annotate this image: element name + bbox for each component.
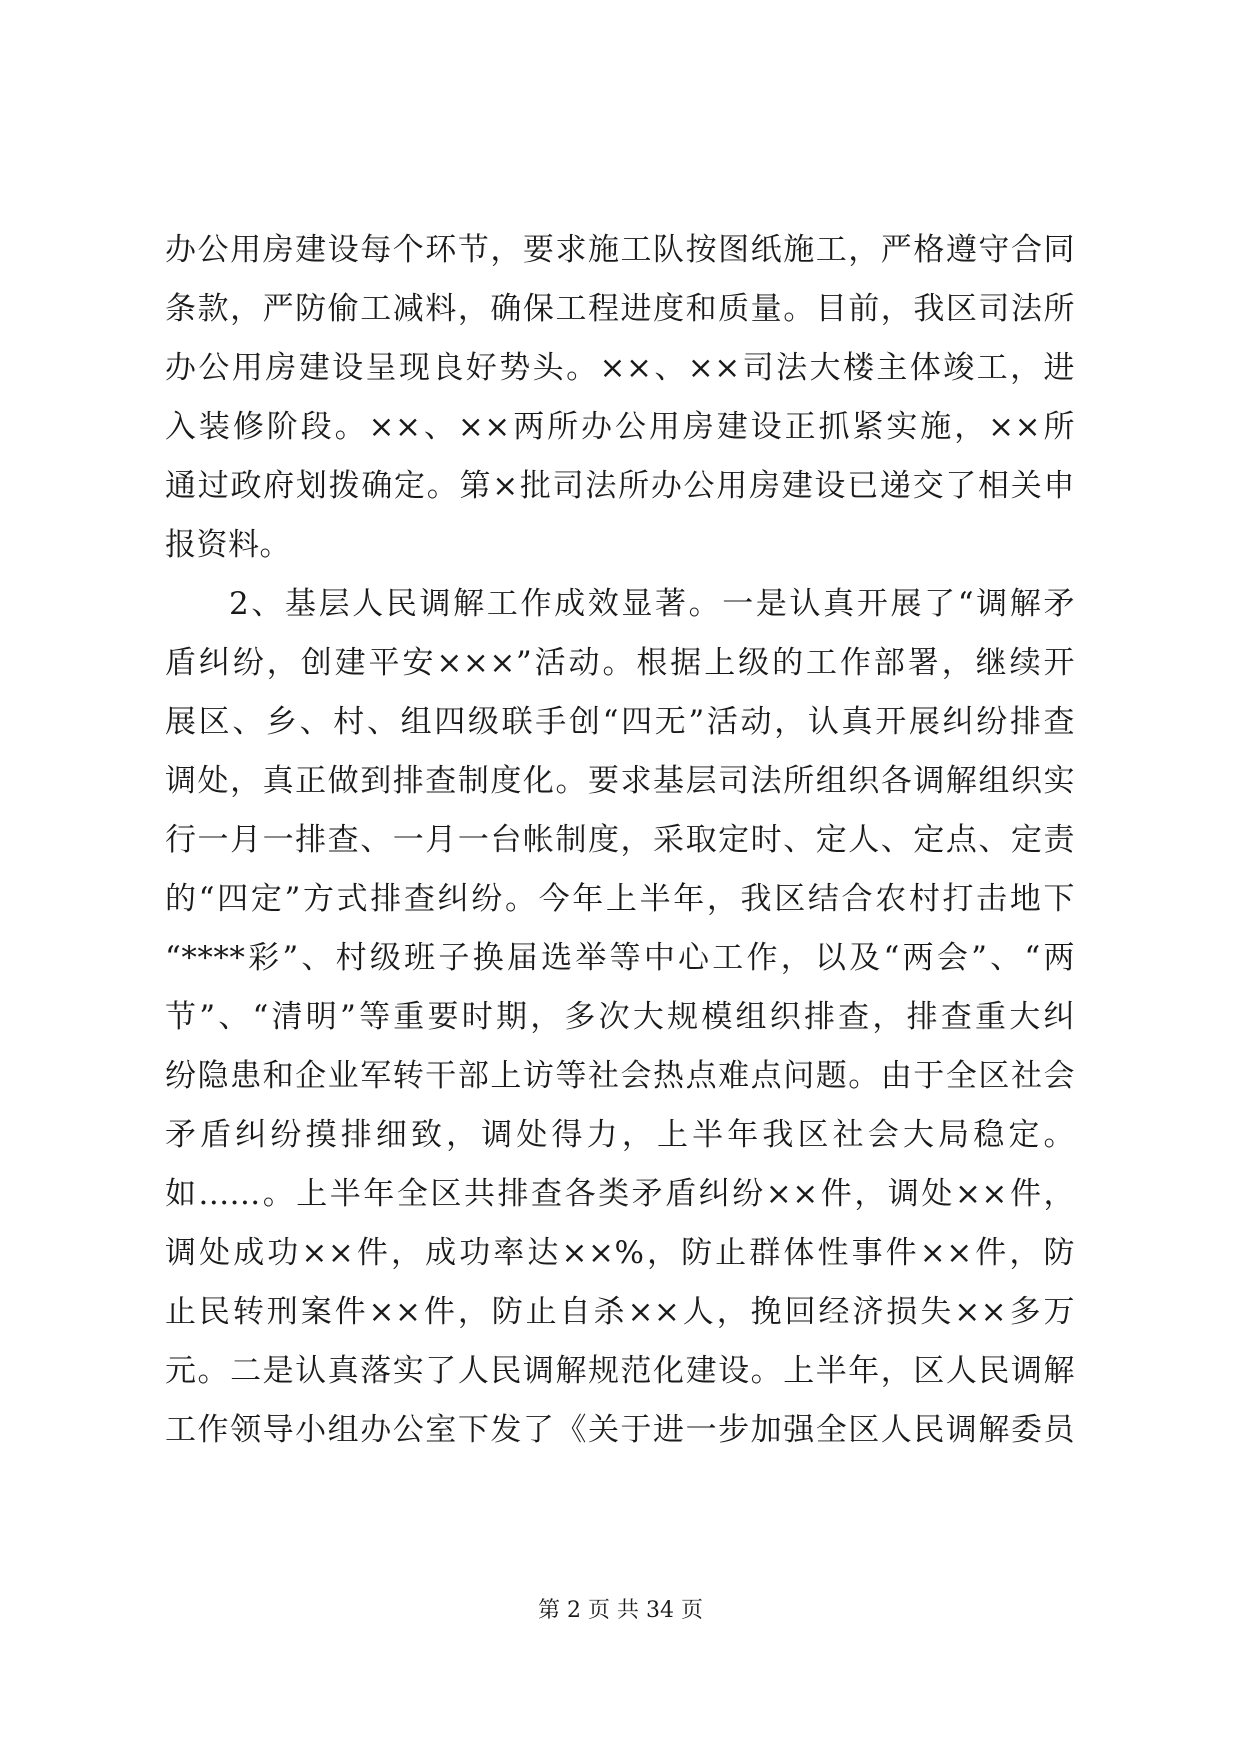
text-line: 通过政府划拨确定。第×批司法所办公用房建设已递交了相关申 [165, 468, 1075, 504]
text-line: 调处，真正做到排查制度化。要求基层司法所组织各调解组织实 [165, 763, 1075, 799]
text-line: 纷隐患和企业军转干部上访等社会热点难点问题。由于全区社会 [165, 1058, 1075, 1094]
text-line: 矛盾纠纷摸排细致，调处得力，上半年我区社会大局稳定。 [165, 1117, 1075, 1153]
text-line: 元。二是认真落实了人民调解规范化建设。上半年，区人民调解 [165, 1353, 1075, 1389]
text-line: 报资料。 [165, 527, 291, 563]
text-line: 条款，严防偷工减料，确保工程进度和质量。目前，我区司法所 [165, 291, 1075, 327]
text-line: “****彩”、村级班子换届选举等中心工作，以及“两会”、“两 [165, 940, 1075, 976]
text-line: 节”、“清明”等重要时期，多次大规模组织排查，排查重大纠 [165, 999, 1075, 1035]
text-line: 工作领导小组办公室下发了《关于进一步加强全区人民调解委员 [165, 1412, 1075, 1448]
text-line: 入装修阶段。××、××两所办公用房建设正抓紧实施，××所 [165, 409, 1075, 445]
text-line: 展区、乡、村、组四级联手创“四无”活动，认真开展纠纷排查 [165, 704, 1075, 740]
text-line: 止民转刑案件××件，防止自杀××人，挽回经济损失××多万 [165, 1294, 1075, 1330]
text-line: 如......。上半年全区共排查各类矛盾纠纷××件，调处××件， [165, 1176, 1075, 1212]
text-line: 办公用房建设呈现良好势头。××、××司法大楼主体竣工，进 [165, 350, 1075, 386]
text-line: 的“四定”方式排查纠纷。今年上半年，我区结合农村打击地下 [165, 881, 1075, 917]
text-line: 行一月一排查、一月一台帐制度，采取定时、定人、定点、定责 [165, 822, 1075, 858]
text-line: 盾纠纷，创建平安×××”活动。根据上级的工作部署，继续开 [165, 645, 1075, 681]
page-number-footer: 第 2 页 共 34 页 [538, 1598, 703, 1623]
text-line: 办公用房建设每个环节，要求施工队按图纸施工，严格遵守合同 [165, 232, 1075, 268]
paragraph-start-line: 2、基层人民调解工作成效显著。一是认真开展了“调解矛 [229, 586, 1075, 622]
text-line: 调处成功××件，成功率达××%，防止群体性事件××件，防 [165, 1235, 1075, 1271]
